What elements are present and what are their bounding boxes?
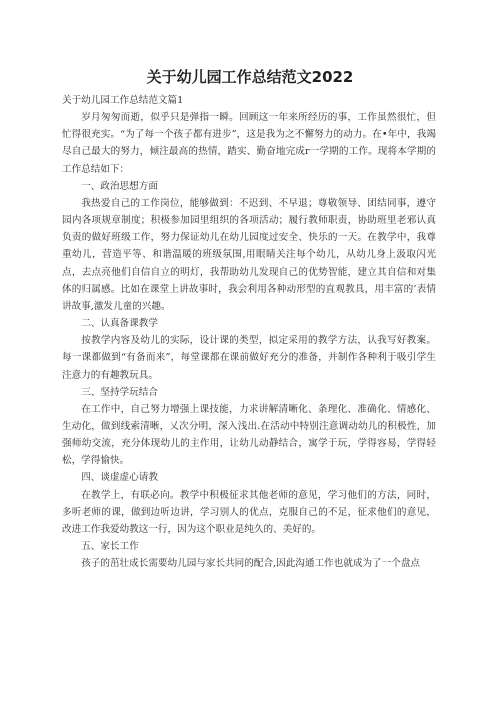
document-title: 关于幼儿园工作总结范文2022	[146, 68, 354, 86]
section-heading-politics: 一、政治思想方面	[81, 180, 158, 192]
section-heading-learning-play: 三、坚持学玩结合	[81, 386, 158, 398]
section-paragraph-ask-advice: 在教学上，有联必向。教学中积极征求其他老师的意见，学习他们的方法，同时，多听老师的课，做到边听边讲，学习别人的优点，克服自己的不足，征求他们的意见，改进工作我爱幼教这一行，因为这个职业是纯久的、美好的。	[62, 489, 436, 535]
section-heading-parents: 五、家长工作	[81, 541, 139, 553]
document-subtitle: 关于幼儿园工作总结范文篇1	[62, 95, 184, 106]
section-heading-ask-advice: 四、谈虚虚心请教	[81, 472, 158, 484]
section-paragraph-lesson-prep: 按教学内容及幼儿的实际，设计课的类型，拟定采用的教学方法，认我写好教案。每一课都做到“有备而来”，每堂课都在课前做好充分的准备，并制作各种利于吸引学生注意力的有趣教玩具。	[62, 335, 436, 381]
document-body	[62, 92, 436, 572]
section-paragraph-parents: 孩子的茁壮成长需要幼儿园与家长共同的配合,因此沟通工作也就成为了一个盘点	[81, 558, 421, 570]
section-heading-lesson-prep: 二、认真备课教学	[81, 318, 158, 330]
intro-paragraph: 岁月匆匆而逝，似乎只是弹指一瞬。回顾这一年来所经历的事，工作虽然很忙，但忙得很充实。“为了每一个孩子都有进步”，这是我为之不懈努力的动力。在•年中，我竭尽自己最大的努力，倾注最高的热情，踏实、勤奋地完成r一学期的工作。现将本学期的工作总结如下：	[62, 112, 436, 175]
section-paragraph-politics: 我热爱自己的工作岗位，能够做到：不迟到、不早退；尊敬领导、团结同事，遵守园内各项规章制度；积极参加园里组织的各项活动；履行教师职责，协助班里老邪认真负责的做好班级工作，努力保证幼儿在幼儿园度过安全、快乐的一天。在教学中，我尊重幼儿，营造平等、和谐温暖的班级氛围,用眼睛关注每个幼儿，从幼儿身上汲取闪光点，去点亮他们自信自立的明灯，我帮助幼儿发现自己的优势智能，建立其自信和对集体的归属感。比如在课堂上讲故事时，我会利用各种动形型的直观教具，用丰富的’表情讲故事,激发儿童的兴趣。	[62, 197, 436, 312]
section-paragraph-learning-play: 在工作中，自己努力增强上课技能，力求讲解清晰化、条理化、准确化、情感化、生动化，做到线索清晰，乂次分明，深入浅出.在活动中特别注意调动幼儿的积极性，加强师幼交流，充分体现幼儿的主作用，让幼儿动静结合，寓学于玩，学得容易，学得轻松，学得愉快。	[62, 403, 436, 467]
